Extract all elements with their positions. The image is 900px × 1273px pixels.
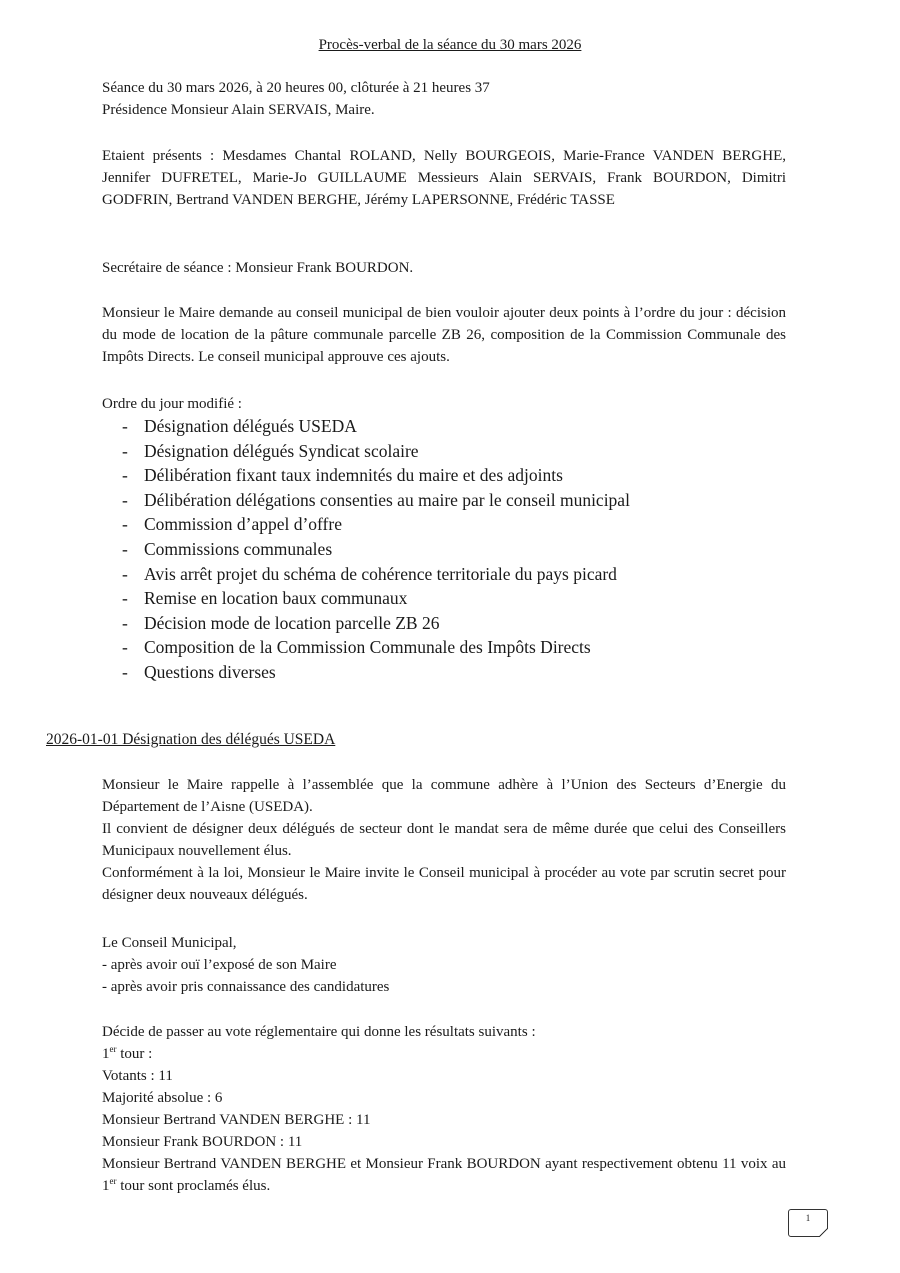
vote-result-majority: Majorité absolue : 6 xyxy=(102,1090,223,1106)
agenda-list xyxy=(120,414,630,685)
agenda-item xyxy=(120,488,630,513)
useda-membership-paragraph: Monsieur le Maire rappelle à l’assemblée que la commune adhère à l’Union des Secteurs d’Energie du Département de l’Aisne (USEDA). xyxy=(102,777,786,815)
agenda-item-label: Commission d’appel d’offre xyxy=(144,514,342,535)
secretary-line: Secrétaire de séance : Monsieur Frank BOURDON. xyxy=(102,260,414,276)
agenda-item-label: Délibération délégations consenties au maire par le conseil municipal xyxy=(144,489,630,510)
vote-conclusion xyxy=(102,1153,786,1197)
secret-ballot-paragraph: Conformément à la loi, Monsieur le Maire invite le Conseil municipal à procéder au vote par scrutin secret pour désigner deux nouveaux délégués. xyxy=(102,865,786,903)
council-consideration-item: - après avoir pris connaissance des candidatures xyxy=(102,979,390,995)
agenda-bullet: - xyxy=(122,612,128,633)
page-title: Procès-verbal de la séance du 30 mars 2026 xyxy=(318,37,582,53)
agenda-item xyxy=(120,635,630,660)
agenda-bullet: - xyxy=(122,514,128,535)
agenda-item-label: Avis arrêt projet du schéma de cohérence territoriale du pays picard xyxy=(144,563,617,584)
session-presidence: Présidence Monsieur Alain SERVAIS, Maire. xyxy=(102,102,375,118)
session-info xyxy=(102,77,786,121)
agenda-item-label: Remise en location baux communaux xyxy=(144,588,408,609)
round-number: 1 xyxy=(102,1046,110,1062)
conclusion-ordinal: er xyxy=(109,1176,117,1186)
agenda-item xyxy=(120,562,630,587)
vote-results xyxy=(102,1021,786,1197)
agenda-bullet: - xyxy=(122,563,128,584)
round-label: tour : xyxy=(116,1046,153,1062)
agenda-bullet: - xyxy=(122,465,128,486)
vote-intro: Décide de passer au vote réglementaire qui donne les résultats suivants : xyxy=(102,1024,536,1040)
vote-result-voters: Votants : 11 xyxy=(102,1068,173,1084)
round-ordinal: er xyxy=(109,1044,117,1054)
council-heading: Le Conseil Municipal, xyxy=(102,935,237,951)
agenda-item xyxy=(120,414,630,439)
agenda-item xyxy=(120,512,630,537)
council-considerations xyxy=(102,932,786,998)
delegates-mandate-paragraph: Il convient de désigner deux délégués de secteur dont le mandat sera de même durée que celui des Conseillers Municipaux nouvellement élus. xyxy=(102,821,786,859)
session-times: Séance du 30 mars 2026, à 20 heures 00, clôturée à 21 heures 37 xyxy=(102,80,490,96)
council-consideration-item: - après avoir ouï l’exposé de son Maire xyxy=(102,957,337,973)
conclusion-text-end: tour sont proclamés élus. xyxy=(116,1178,271,1194)
vote-round xyxy=(102,1043,786,1065)
agenda-heading: Ordre du jour modifié : xyxy=(102,396,242,412)
attendees-paragraph: Etaient présents : Mesdames Chantal ROLAND, Nelly BOURGEOIS, Marie-France VANDEN BERGHE, Jennifer DUFRETEL, Marie-Jo GUILLAUME Messieurs Alain SERVAIS, Frank BOURDON, Dimitri GODFRIN, Bertrand VANDEN BERGHE, Jérémy LAPERSONNE, Frédéric TASSE xyxy=(102,148,786,208)
agenda-item xyxy=(120,586,630,611)
agenda-item xyxy=(120,660,630,685)
agenda-bullet: - xyxy=(122,588,128,609)
agenda-item xyxy=(120,611,630,636)
conclusion-text: Monsieur Bertrand VANDEN BERGHE et Monsieur Frank BOURDON ayant respectivement obtenu 11 voix au 1 xyxy=(102,1156,786,1194)
agenda-item-label: Désignation délégués USEDA xyxy=(144,416,357,436)
agenda-item-label: Questions diverses xyxy=(144,661,276,682)
agenda-bullet: - xyxy=(122,637,128,658)
agenda-item-label: Commissions communales xyxy=(144,538,333,559)
agenda-item xyxy=(120,537,630,562)
agenda-bullet: - xyxy=(122,416,128,436)
agenda-item-label: Composition de la Commission Communale des Impôts Directs xyxy=(144,637,591,658)
vote-result-candidate: Monsieur Frank BOURDON : 11 xyxy=(102,1134,303,1150)
agenda-item xyxy=(120,439,630,464)
section-title: 2026-01-01 Désignation des délégués USEDA xyxy=(46,731,336,748)
agenda-item-label: Délibération fixant taux indemnités du maire et des adjoints xyxy=(144,465,563,486)
agenda-bullet: - xyxy=(122,489,128,510)
agenda-item-label: Désignation délégués Syndicat scolaire xyxy=(144,440,419,461)
page-number: 1 xyxy=(788,1209,828,1237)
agenda-bullet: - xyxy=(122,440,128,461)
agenda-additions-paragraph: Monsieur le Maire demande au conseil municipal de bien vouloir ajouter deux points à l’ordre du jour : décision du mode de location de la pâture communale parcelle ZB 26, composition de la Commission Communale des Impôts Directs. Le conseil municipal approuve ces ajouts. xyxy=(102,305,786,365)
agenda-item xyxy=(120,463,630,488)
agenda-item-label: Décision mode de location parcelle ZB 26 xyxy=(144,612,440,633)
vote-result-candidate: Monsieur Bertrand VANDEN BERGHE : 11 xyxy=(102,1112,371,1128)
agenda-bullet: - xyxy=(122,661,128,682)
section-body xyxy=(102,774,786,906)
agenda-bullet: - xyxy=(122,538,128,559)
